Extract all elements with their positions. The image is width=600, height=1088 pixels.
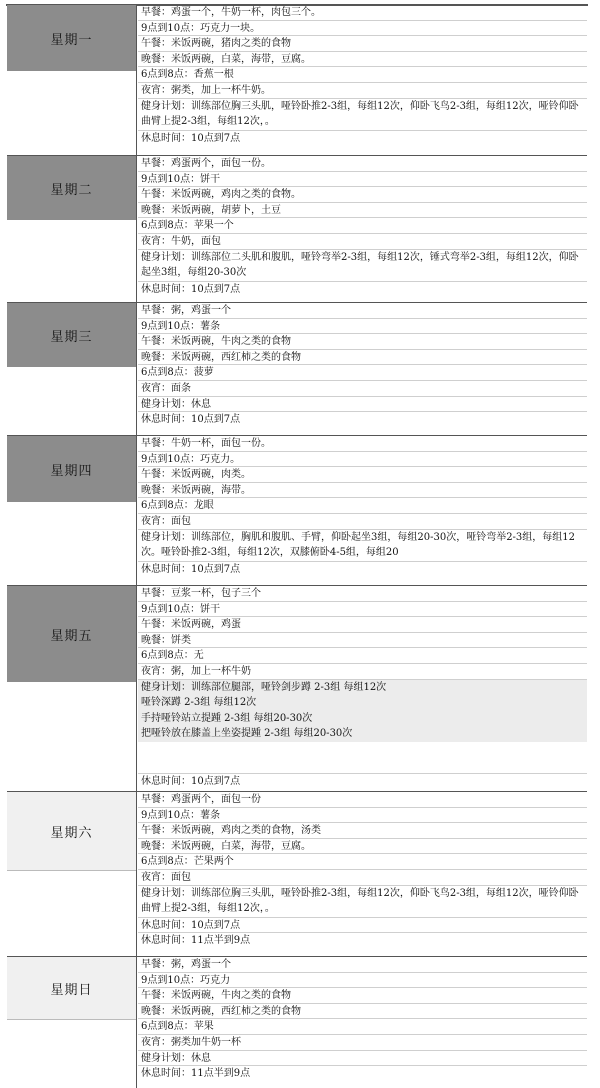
day-label: 星期五: [7, 586, 136, 682]
schedule-table: [6, 4, 588, 1080]
workout-plan-line: 手持哑铃站立提踵 2-3组 每组20-30次: [138, 711, 587, 727]
workout-plan-line: 健身计划：训练部位胸三头肌，哑铃卧推2-3组，每组12次，仰卧飞鸟2-3组，每组12次，哑铃仰卧曲臂上提2-3组，每组12次，。: [138, 886, 587, 918]
lunch-line: 午餐：米饭两碗，鸡肉之类的食物，汤类: [138, 823, 587, 839]
rest-time-line: 休息时间：10点到7点: [141, 563, 241, 575]
night-snack-line: 夜宵：面包: [138, 870, 587, 886]
night-snack-line: 夜宵：牛奶，面包: [138, 234, 587, 250]
dinner-line: 晚餐：饼类: [138, 633, 587, 649]
lunch-line: 午餐：米饭两碗，猪肉之类的食物: [138, 36, 587, 52]
dinner-line: 晚餐：米饭两碗，白菜，海带，豆腐。: [138, 839, 587, 855]
day-row-thursday: [7, 435, 587, 585]
evening-snack-line: 6点到8点：龙眼: [138, 498, 587, 514]
day-row-wednesday: [7, 302, 587, 435]
lunch-line: 午餐：米饭两碗，鸡蛋: [138, 617, 587, 633]
workout-plan-line: 健身计划：休息: [138, 1051, 587, 1067]
lunch-line: 午餐：米饭两碗，肉类。: [138, 467, 587, 483]
day-cell: [7, 156, 137, 303]
breakfast-line: 早餐：牛奶一杯，面包一份。: [138, 436, 587, 452]
dinner-line: 晚餐：米饭两碗，白菜，海带，豆腐。: [138, 52, 587, 68]
day-content: [138, 303, 587, 428]
day-label: 星期一: [7, 5, 136, 71]
evening-snack-line: 6点到8点：无: [138, 648, 587, 664]
snack-line: 9点到10点：饼干: [138, 172, 587, 188]
evening-snack-line: 6点到8点：苹果一个: [138, 218, 587, 234]
workout-plan-line: 健身计划：休息: [138, 397, 587, 413]
workout-plan-line: 健身计划：训练部位，胸肌和腹肌、手臂，仰卧起坐3组，每组20-30次，哑铃弯举2-3组，每组12次。哑铃卧推2-3组，每组12次，双膝俯卧4-5组，每组20: [138, 530, 587, 562]
rest-time-line: 休息时间：10点到7点: [138, 918, 587, 934]
day-row-tuesday: [7, 155, 587, 302]
day-cell: [7, 792, 137, 957]
dinner-line: 晚餐：米饭两碗，西红柿之类的食物: [138, 350, 587, 366]
workout-plan-line: 哑铃深蹲 2-3组 每组12次: [138, 695, 587, 711]
dinner-line: 晚餐：米饭两碗，胡萝卜，土豆: [138, 203, 587, 219]
rest-time-line: 休息时间：11点半到9点: [141, 1068, 251, 1080]
rest-time-line: 休息时间：10点到7点: [141, 414, 241, 426]
evening-snack-line: 6点到8点：苹果: [138, 1019, 587, 1035]
night-snack-line: 夜宵：面包: [138, 514, 587, 530]
snack-line: 9点到10点：巧克力。: [138, 452, 587, 468]
blank-line: [138, 742, 587, 774]
snack-line: 9点到10点：饼干: [138, 602, 587, 618]
workout-plan-line: 健身计划：训练部位腿部，哑铃剑步蹲 2-3组 每组12次: [138, 680, 587, 696]
dinner-line: 晚餐：米饭两碗，海带。: [138, 483, 587, 499]
day-cell: [7, 5, 137, 155]
day-row-saturday: [7, 791, 587, 956]
day-content: [138, 5, 587, 146]
breakfast-line: 早餐：粥，鸡蛋一个: [138, 957, 587, 973]
evening-snack-line: 6点到8点：香蕉一根: [138, 67, 587, 83]
evening-snack-line: 6点到8点：菠萝: [138, 365, 587, 381]
workout-plan-line: 健身计划：训练部位胸三头肌，哑铃卧推2-3组，每组12次，仰卧飞鸟2-3组，每组12次，哑铃仰卧曲臂上提2-3组，每组12次，。: [138, 99, 587, 131]
lunch-line: 午餐：米饭两碗，牛肉之类的食物: [138, 988, 587, 1004]
day-row-friday: [7, 585, 587, 791]
snack-line: 9点到10点：巧克力一块。: [138, 21, 587, 37]
night-snack-line: 夜宵：粥，加上一杯牛奶: [138, 664, 587, 680]
day-content: [138, 586, 587, 790]
day-cell: [7, 957, 137, 1088]
evening-snack-line: 6点到8点：芒果两个: [138, 854, 587, 870]
day-label: 星期四: [7, 436, 136, 502]
rest-time-line: 休息时间：11点半到9点: [141, 935, 251, 947]
rest-time-line: 休息时间：10点到7点: [141, 775, 241, 787]
breakfast-line: 早餐：鸡蛋一个，牛奶一杯，肉包三个。: [138, 5, 587, 21]
day-content: [138, 792, 587, 949]
day-cell: [7, 586, 137, 792]
day-content: [138, 436, 587, 577]
workout-plan-line: 健身计划：训练部位二头肌和腹肌，哑铃弯举2-3组，每组12次，锤式弯举2-3组，每组12次，仰卧起坐3组，每组20-30次: [138, 250, 587, 282]
day-content: [138, 156, 587, 297]
rest-time-line: 休息时间：10点到7点: [141, 283, 241, 295]
snack-line: 9点到10点：薯条: [138, 319, 587, 335]
snack-line: 9点到10点：巧克力: [138, 973, 587, 989]
snack-line: 9点到10点：薯条: [138, 808, 587, 824]
day-row-sunday: [7, 956, 587, 1087]
lunch-line: 午餐：米饭两碗，牛肉之类的食物: [138, 334, 587, 350]
day-content: [138, 957, 587, 1082]
day-label: 星期二: [7, 156, 136, 220]
breakfast-line: 早餐：鸡蛋两个，面包一份。: [138, 156, 587, 172]
day-cell: [7, 436, 137, 586]
day-label: 星期日: [7, 957, 136, 1020]
breakfast-line: 早餐：鸡蛋两个，面包一份: [138, 792, 587, 808]
day-label: 星期六: [7, 792, 136, 871]
day-cell: [7, 303, 137, 436]
dinner-line: 晚餐：米饭两碗，西红柿之类的食物: [138, 1004, 587, 1020]
breakfast-line: 早餐：豆浆一杯，包子三个: [138, 586, 587, 602]
breakfast-line: 早餐：粥，鸡蛋一个: [138, 303, 587, 319]
lunch-line: 午餐：米饭两碗，鸡肉之类的食物。: [138, 187, 587, 203]
night-snack-line: 夜宵：面条: [138, 381, 587, 397]
night-snack-line: 夜宵：粥类加牛奶一杯: [138, 1035, 587, 1051]
night-snack-line: 夜宵：粥类，加上一杯牛奶。: [138, 83, 587, 99]
day-row-monday: [7, 5, 587, 155]
rest-time-line: 休息时间：10点到7点: [141, 132, 241, 144]
day-label: 星期三: [7, 303, 136, 367]
workout-plan-line: 把哑铃放在膝盖上坐姿提踵 2-3组 每组20-30次: [138, 726, 587, 742]
